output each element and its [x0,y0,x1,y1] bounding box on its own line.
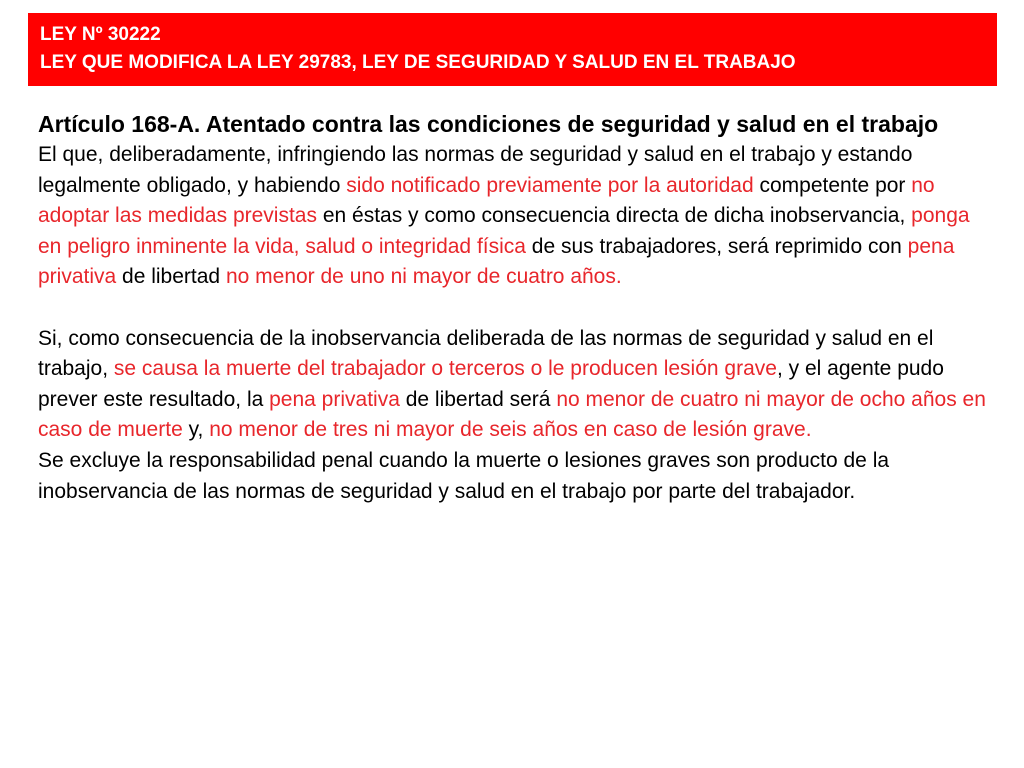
body-text: Si, como consecuencia de la inobservancia deliberada de las normas de seguridad y salud en el trabajo, [38,326,934,381]
law-title: LEY QUE MODIFICA LA LEY 29783, LEY DE SEGURIDAD Y SALUD EN EL TRABAJO [40,52,796,73]
body-text: competente por [753,173,912,197]
body-text: en éstas y como consecuencia directa de dicha inobservancia, [316,204,912,228]
highlighted-text: sido notificado previamente por la autoridad [346,173,754,197]
article-paragraph-2 [38,324,988,446]
highlighted-text: no menor de uno ni mayor de cuatro años. [225,265,622,289]
body-text: de libertad [116,265,226,289]
highlighted-text: no menor de tres ni mayor de seis años en caso de lesión grave. [209,418,812,442]
body-text: El que, deliberadamente, infringiendo las normas de seguridad y salud en el trabajo y estando legalmente obligado, y habiendo [38,143,913,197]
highlighted-text: pena privativa [269,387,400,411]
article-paragraph-1 [38,140,988,293]
article-paragraph-3 [38,446,988,507]
body-text: Se excluye la responsabilidad penal cuando la muerte o lesiones graves son producto de la inobservancia de las normas de seguridad y salud en el trabajo por parte del trabajador. [38,448,890,503]
article-content [38,109,988,507]
highlighted-text: ponga en peligro inminente la vida, salud o integridad física [38,204,970,258]
law-title-banner [28,13,997,86]
article-heading: Artículo 168-A. Atentado contra las condiciones de seguridad y salud en el trabajo [38,111,939,137]
body-text: de sus trabajadores, será reprimido con [525,234,908,258]
body-text: y, [182,418,210,442]
body-text: , y el agente pudo prever este resultado, la [38,357,944,411]
highlighted-text: no adoptar las medidas previstas [38,173,935,228]
highlighted-text: se causa la muerte del trabajador o terceros o le producen lesión grave [113,357,777,381]
highlighted-text: pena privativa [38,234,955,289]
paragraph-spacer [38,293,988,324]
body-text: de libertad será [399,387,557,411]
highlighted-text: no menor de cuatro ni mayor de ocho años en caso de muerte [38,387,986,442]
law-number: LEY Nº 30222 [40,24,161,45]
